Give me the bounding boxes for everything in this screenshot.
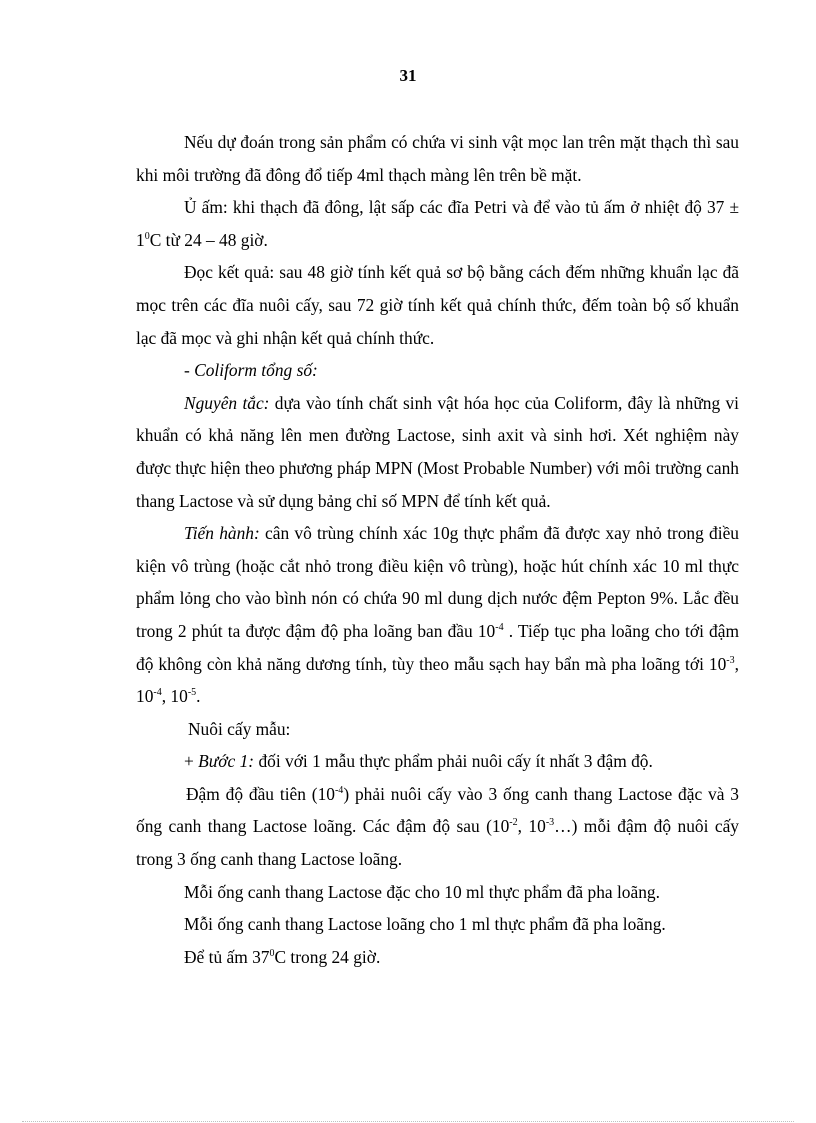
document-body	[136, 126, 739, 973]
dilution-text: , 10	[517, 816, 546, 837]
page-bottom-border	[22, 1121, 794, 1122]
page-number: 31	[399, 66, 417, 85]
paragraph-incubate	[136, 941, 739, 974]
paragraph-concentrated-tube: Mỗi ống canh thang Lactose đặc cho 10 ml thực phẩm đã pha loãng.	[184, 881, 660, 902]
principle-text: dựa vào tính chất sinh vật hóa học của Coliform, đây là những vi khuẩn có khả năng lên men đường Lactose, sinh axit và sinh hơi. Xét nghiệm này được thực hiện theo phương pháp MPN (Most Probable Number) với môi trường canh thang Lactose và sử dụng bảng chỉ số MPN để tính kết quả.	[136, 392, 739, 511]
procedure-text: , 10	[136, 653, 739, 707]
procedure-label: Tiến hành:	[184, 523, 260, 544]
dilution-text: Đậm độ đầu tiên (10	[186, 783, 335, 804]
procedure-text: . Tiếp tục pha loãng cho tới đậm độ không còn khả năng dương tính, tùy theo mẫu sạch hay bẩn mà pha loãng tới 10	[136, 620, 739, 674]
exponent: -2	[509, 817, 518, 829]
exponent: -3	[545, 817, 555, 829]
paragraph-culture-heading: Nuôi cấy mẫu:	[188, 718, 291, 739]
dilution-text: ) phải nuôi cấy vào 3 ống canh thang Lactose đặc và 3 ống canh thang Lactose loãng. Các đậm độ sau (10	[136, 783, 739, 837]
procedure-text: .	[196, 686, 201, 707]
incubation-text-end: C từ 24 – 48 giờ.	[149, 229, 268, 250]
procedure-text: , 10	[161, 686, 188, 707]
incubate-text: Để tủ ấm 37	[184, 946, 270, 967]
degree-superscript: 0	[269, 947, 275, 959]
paragraph-step-1	[136, 745, 739, 778]
exponent: -4	[153, 687, 162, 699]
paragraph-dilute-tube: Mỗi ống canh thang Lactose loãng cho 1 ml thực phẩm đã pha loãng.	[184, 914, 666, 935]
paragraph-procedure	[136, 517, 739, 713]
section-heading-coliform	[136, 354, 739, 387]
degree-superscript: 0	[144, 230, 150, 242]
paragraph-reading-results: Đọc kết quả: sau 48 giờ tính kết quả sơ bộ bằng cách đếm những khuẩn lạc đã mọc trên các đĩa nuôi cấy, sau 72 giờ tính kết quả chính thức, đếm toàn bộ số khuẩn lạc đã mọc và ghi nhận kết quả chính thức.	[136, 262, 739, 348]
procedure-text: cân vô trùng chính xác 10g thực phẩm đã được xay nhỏ trong điều kiện vô trùng (hoặc cắt nhỏ trong điều kiện vô trùng), hoặc hút chính xác 10 ml thực phẩm lỏng cho vào bình nón có chứa 90 ml dung dịch nước đệm Pepton 9%. Lắc đều trong 2 phút ta được đậm độ pha loãng ban đầu 10	[136, 523, 739, 641]
dilution-text: …) mỗi đậm độ nuôi cấy trong 3 ống canh thang Lactose loãng.	[136, 816, 739, 870]
paragraph-principle	[136, 387, 739, 517]
paragraph-first-dilution	[136, 778, 739, 876]
coliform-heading-text: - Coliform tổng số:	[184, 360, 318, 381]
paragraph-agar-overlay: Nếu dự đoán trong sản phẩm có chứa vi sinh vật mọc lan trên mặt thạch thì sau khi môi trường đã đông đổ tiếp 4ml thạch màng lên trên bề mặt.	[136, 132, 739, 185]
principle-label: Nguyên tắc:	[184, 392, 270, 413]
incubation-text: Ủ ấm: khi thạch đã đông, lật sấp các đĩa Petri và để vào tủ ấm ở nhiệt độ 37 ± 1	[136, 197, 739, 250]
incubate-text-end: C trong 24 giờ.	[274, 946, 381, 967]
paragraph-incubation	[136, 191, 739, 256]
exponent: -3	[726, 654, 735, 666]
exponent: -4	[495, 621, 504, 633]
step-1-label: Bước 1:	[198, 751, 255, 772]
step-1-text: đối với 1 mẫu thực phẩm phải nuôi cấy ít nhất 3 đậm độ.	[254, 751, 653, 772]
step-prefix: +	[184, 751, 199, 772]
exponent: -5	[187, 687, 197, 699]
exponent: -4	[334, 784, 344, 796]
